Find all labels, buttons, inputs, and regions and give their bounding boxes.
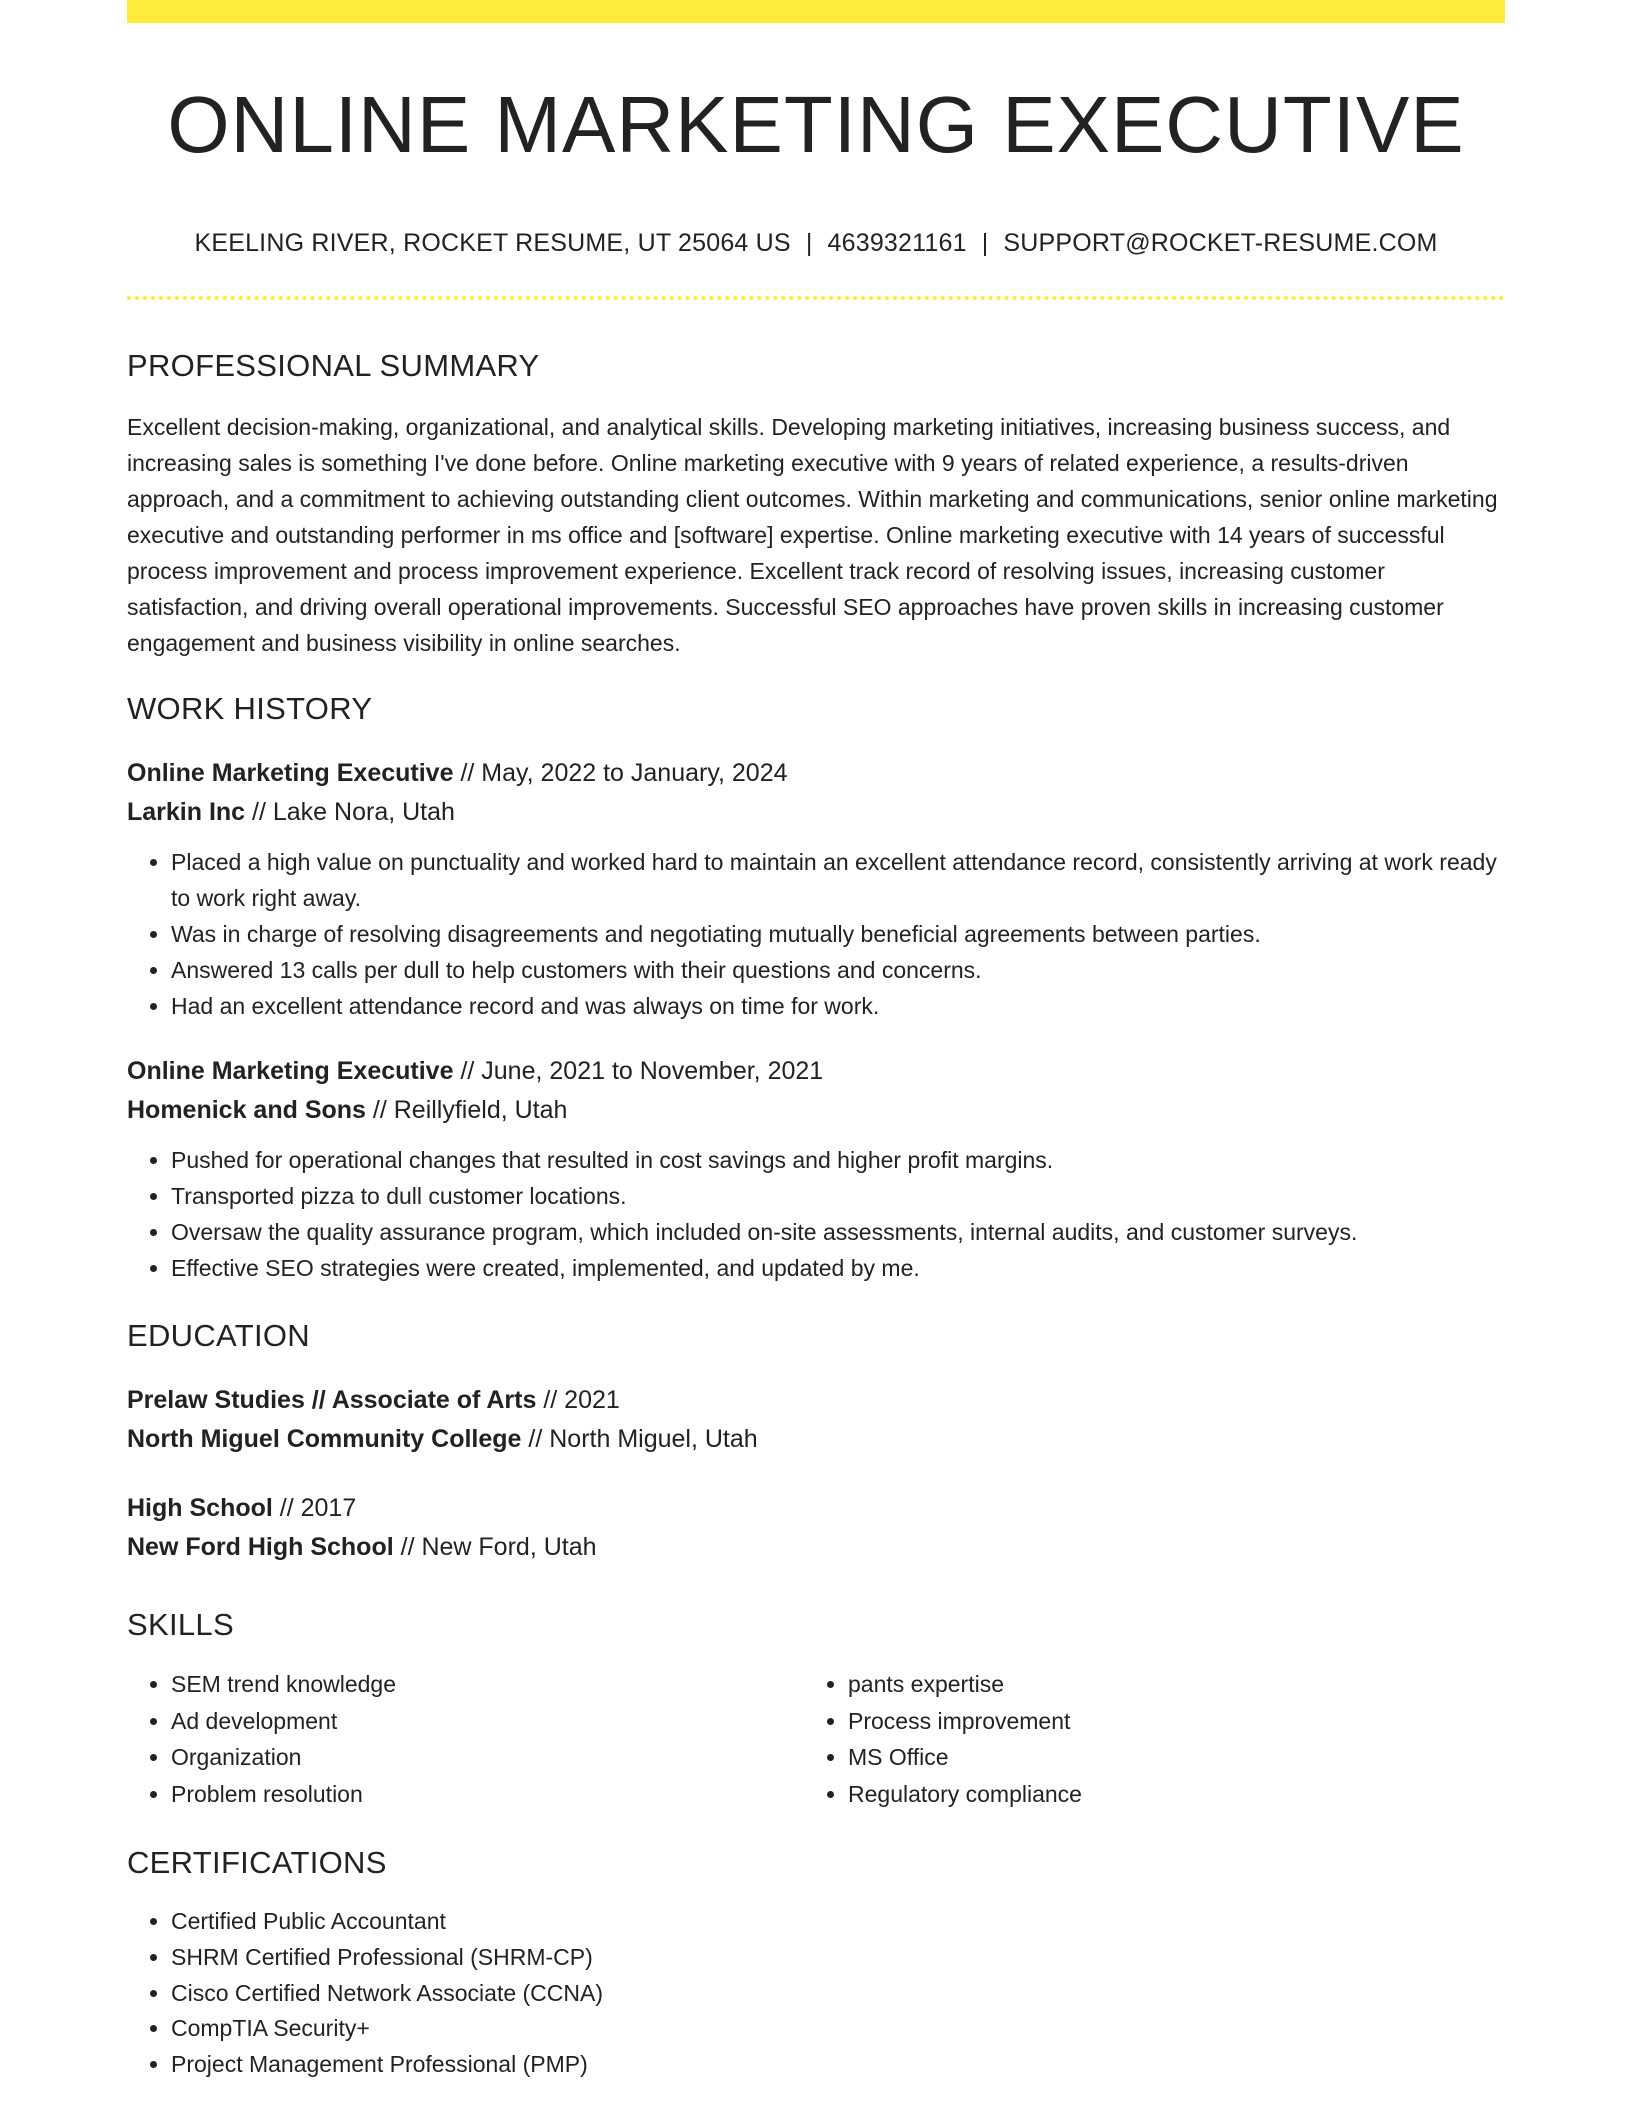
summary-text: Excellent decision-making, organizational, and analytical skills. Developing marketing initiatives, increasing business success, and increasing sales is something I've done before. Online marketing executive with 9 years of related experience, a results-driven approach, and a commitment to achieving outstanding client outcomes. Within marketing and communications, senior online marketing executive and outstanding performer in ms office and [software] expertise. Online marketing executive with 14 years of successful process improvement and process improvement experience. Excellent track record of resolving issues, increasing customer satisfaction, and driving overall operational improvements. Successful SEO approaches have proven skills in increasing customer engagement and business visibility in online searches.	[127, 414, 1498, 656]
education-degree: High School	[127, 1494, 273, 1522]
job-role: Online Marketing Executive	[127, 759, 454, 787]
certification-item: • Cisco Certified Network Associate (CCNA)	[171, 1976, 1505, 2012]
job-dates: // May, 2022 to January, 2024	[453, 759, 788, 787]
skills-grid	[127, 1666, 1505, 1812]
job-role: Online Marketing Executive	[127, 1057, 454, 1085]
skill-item: • pants expertise	[848, 1666, 1481, 1703]
education-entry	[127, 1489, 1505, 1567]
skill-item: • Process improvement	[848, 1703, 1481, 1740]
skill-item: • Organization	[171, 1739, 804, 1776]
summary-heading: PROFESSIONAL SUMMARY	[127, 348, 540, 383]
dotted-divider	[127, 296, 1505, 300]
job-bullet: • Had an excellent attendance record and was always on time for work.	[171, 988, 1505, 1024]
skill-item: • SEM trend knowledge	[171, 1666, 804, 1703]
job-company-line	[127, 1091, 1505, 1130]
work-history-heading: WORK HISTORY	[127, 691, 373, 726]
education-school: North Miguel Community College	[127, 1425, 522, 1453]
certification-item: • Project Management Professional (PMP)	[171, 2047, 1505, 2083]
education-year: // 2021	[536, 1386, 620, 1414]
job-entry	[127, 1052, 1505, 1286]
job-company-line	[127, 793, 1505, 832]
skill-item: • Ad development	[171, 1703, 804, 1740]
education-location: // North Miguel, Utah	[521, 1425, 758, 1453]
job-company: Larkin Inc	[127, 798, 246, 826]
skills-heading: SKILLS	[127, 1607, 234, 1642]
job-bullet: • Transported pizza to dull customer locations.	[171, 1178, 1505, 1214]
job-bullet: • Effective SEO strategies were created, implemented, and updated by me.	[171, 1250, 1505, 1286]
job-location: // Reillyfield, Utah	[365, 1096, 568, 1124]
contact-phone: 4639321161	[827, 229, 967, 257]
job-role-line	[127, 1052, 1505, 1091]
skills-column-right	[804, 1666, 1481, 1812]
contact-address: KEELING RIVER, ROCKET RESUME, UT 25064 US	[194, 229, 791, 257]
resume-page	[127, 0, 1505, 2083]
contact-separator: |	[805, 229, 813, 257]
job-role-line	[127, 754, 1505, 793]
skill-item: • Problem resolution	[171, 1776, 804, 1813]
contact-line	[127, 229, 1505, 258]
skills-column-left	[127, 1666, 804, 1812]
accent-top-bar	[127, 0, 1505, 23]
job-dates: // June, 2021 to November, 2021	[453, 1057, 824, 1085]
job-location: // Lake Nora, Utah	[245, 798, 455, 826]
certification-item: • Certified Public Accountant	[171, 1904, 1505, 1940]
education-degree: Prelaw Studies // Associate of Arts	[127, 1386, 537, 1414]
certification-item: • CompTIA Security+	[171, 2011, 1505, 2047]
job-company: Homenick and Sons	[127, 1096, 366, 1124]
education-degree-line	[127, 1381, 1505, 1420]
job-bullet: • Answered 13 calls per dull to help customers with their questions and concerns.	[171, 952, 1505, 988]
certifications-list	[127, 1904, 1505, 2083]
skill-item: • MS Office	[848, 1739, 1481, 1776]
education-entry	[127, 1381, 1505, 1459]
skill-item: • Regulatory compliance	[848, 1776, 1481, 1813]
resume-name-title: ONLINE MARKETING EXECUTIVE	[167, 80, 1465, 169]
contact-separator: |	[981, 229, 989, 257]
contact-email: SUPPORT@ROCKET-RESUME.COM	[1003, 229, 1438, 257]
job-bullet: • Was in charge of resolving disagreements and negotiating mutually beneficial agreements between parties.	[171, 916, 1505, 952]
education-school: New Ford High School	[127, 1533, 394, 1561]
job-entry	[127, 754, 1505, 1024]
education-school-line	[127, 1528, 1505, 1567]
certifications-heading: CERTIFICATIONS	[127, 1845, 387, 1880]
job-bullet: • Pushed for operational changes that resulted in cost savings and higher profit margins.	[171, 1142, 1505, 1178]
education-location: // New Ford, Utah	[393, 1533, 597, 1561]
job-bullet: • Oversaw the quality assurance program, which included on-site assessments, internal audits, and customer surveys.	[171, 1214, 1505, 1250]
job-bullet: • Placed a high value on punctuality and worked hard to maintain an excellent attendance record, consistently arriving at work ready to work right away.	[171, 844, 1505, 916]
education-degree-line	[127, 1489, 1505, 1528]
education-heading: EDUCATION	[127, 1318, 310, 1353]
education-school-line	[127, 1420, 1505, 1459]
certification-item: • SHRM Certified Professional (SHRM-CP)	[171, 1940, 1505, 1976]
education-year: // 2017	[272, 1494, 357, 1522]
job-bullets	[127, 1142, 1505, 1286]
job-bullets	[127, 844, 1505, 1024]
